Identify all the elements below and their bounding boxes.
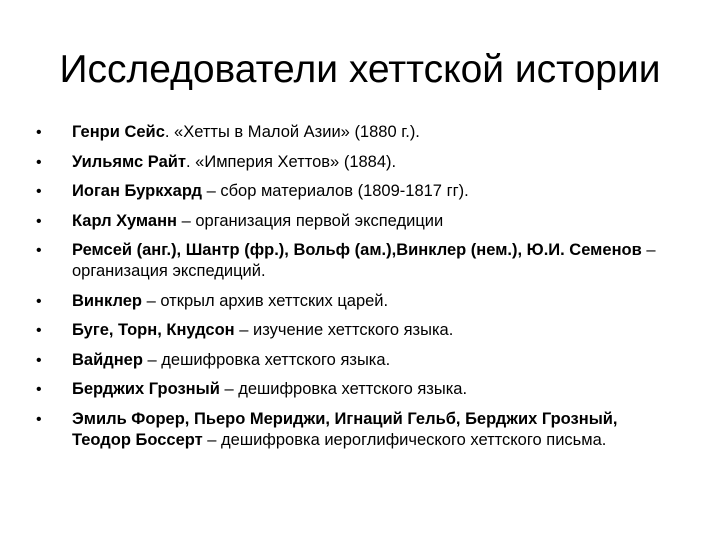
- researcher-names: Винклер: [72, 291, 143, 310]
- contribution-text: – дешифровка иероглифического хеттского письма.: [202, 430, 607, 449]
- list-item: [36, 409, 676, 451]
- bullet-icon: •: [36, 212, 42, 230]
- researcher-names: Карл Хуманн: [72, 211, 178, 230]
- bullet-icon: •: [36, 351, 42, 369]
- bullet-icon: •: [36, 381, 42, 398]
- list-item: [36, 122, 676, 143]
- researcher-names: Берджих Грозный: [72, 380, 220, 398]
- list-item: [36, 240, 676, 282]
- list-item: [36, 181, 676, 202]
- list-item: [36, 211, 676, 232]
- contribution-text: – организация первой экспедиции: [177, 211, 444, 230]
- bullet-icon: •: [36, 410, 42, 428]
- contribution-text: – дешифровка хеттского языка.: [142, 350, 391, 369]
- researcher-names: Вайднер: [72, 350, 143, 369]
- list-item: [36, 379, 676, 400]
- bullet-icon: •: [36, 292, 42, 310]
- researcher-names: Уильямс Райт: [72, 152, 186, 171]
- researcher-names: Эмиль Форер, Пьеро Мериджи, Игнаций Гельб, Берджих Грозный, Теодор Боссерт: [72, 409, 618, 449]
- researcher-names: Иоган Буркхард: [72, 182, 202, 200]
- list-item: [36, 350, 676, 371]
- bullet-icon: •: [36, 322, 42, 339]
- bullet-icon: •: [36, 242, 42, 259]
- contribution-text: – организация экспедиций.: [72, 241, 656, 280]
- bullet-icon: •: [36, 124, 42, 141]
- contribution-text: . «Хетты в Малой Азии» (1880 г.).: [164, 123, 420, 141]
- researcher-names: Буге, Торн, Кнудсон: [72, 321, 235, 339]
- bullet-icon: •: [36, 183, 42, 200]
- list-item: [36, 320, 676, 341]
- contribution-text: . «Империя Хеттов» (1884).: [185, 152, 397, 171]
- contribution-text: – сбор материалов (1809-1817 гг).: [201, 182, 469, 200]
- contribution-text: – изучение хеттского языка.: [234, 321, 454, 339]
- list-item: [36, 291, 676, 312]
- researcher-names: Генри Сейс: [72, 123, 165, 141]
- list-item: [36, 152, 676, 173]
- bullet-list: [36, 122, 676, 459]
- contribution-text: – дешифровка хеттского языка.: [219, 380, 468, 398]
- contribution-text: – открыл архив хеттских царей.: [142, 291, 389, 310]
- researcher-names: Ремсей (анг.), Шантр (фр.), Вольф (ам.),Винклер (нем.), Ю.И. Семенов: [72, 241, 642, 259]
- bullet-icon: •: [36, 153, 42, 171]
- slide-title: Исследователи хеттской истории: [59, 48, 661, 91]
